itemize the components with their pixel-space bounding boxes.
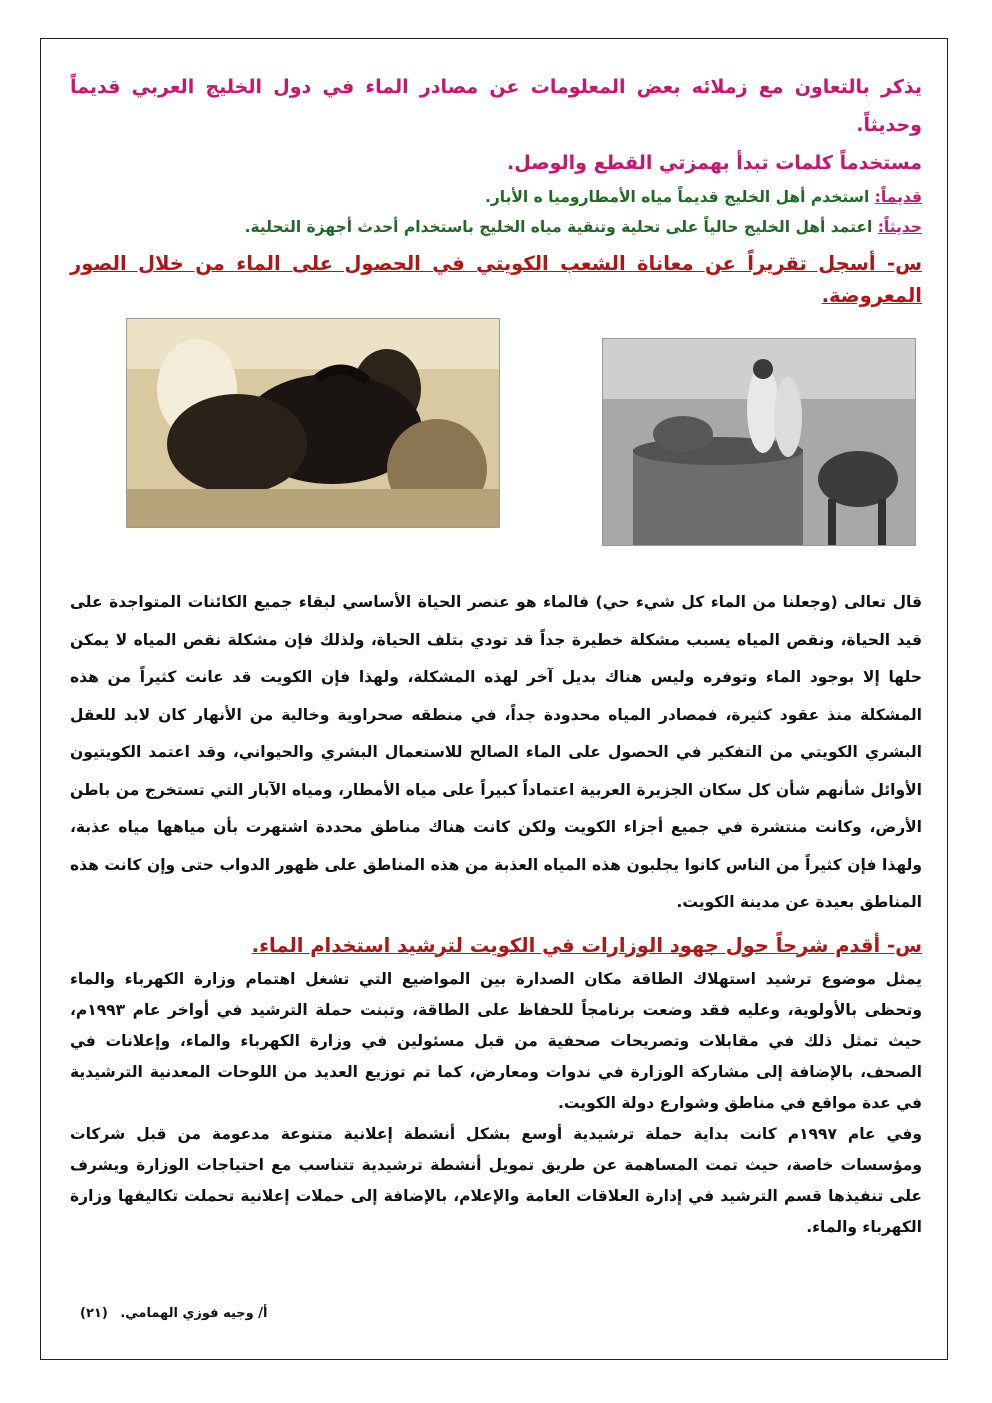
new-sources [70,212,922,242]
water-carriers-illustration [127,319,499,527]
rationing-paragraph-2: وفي عام ١٩٩٧م كانت بداية حملة ترشيدية أوسع بشكل أنشطة إعلانية متنوعة مدعومة من قبل شركات ومؤسسات خاصة، حيث تمت المساهمة عن طريق تمويل أنشطة ترشيدية تتناسب مع احتياجات الوزارة ويشرف على تنفيذها قسم الترشيد في إدارة العلاقات العامة والإعلام، بالإضافة إلى حملات إعلانية تحملت تكاليفها وزارة الكهرباء والماء. [70,1124,922,1236]
report-paragraph: قال تعالى (وجعلنا من الماء كل شيء حي) فالماء هو عنصر الحياة الأساسي لبقاء جميع الكائنات المتواجدة على قيد الحياة، ونقص المياه يسبب مشكلة خطيرة جداً قد تودي بتلف الحياة، ولذلك فإن مشكلة نقص المياه لا يمكن حلها إلا بوجود الماء وتوفره وليس هناك بديل آخر لهذه المشكلة، ولهذا فإن الكويت قد عانت كثيراً من هذه المشكلة منذ عقود كثيرة، فمصادر المياه محدودة جداً، في منطقه صحراوية وخالية من الأنهار كان لابد للعقل البشري الكويتي من التفكير في الحصول على الماء الصالح للاستعمال البشري والحيواني، وقد اعتمد الكويتيون الأوائل شأنهم شأن كل سكان الجزيرة العربية اعتماداً كبيراً على مياه الأمطار، ومياه الآبار التي تستخرج من باطن الأرض، وكانت منتشرة في جميع أجزاء الكويت ولكن كانت هناك مناطق محددة اشتهرت بأن مياهها مياه عذبة، ولهذا فإن كثيراً من الناس كانوا يجلبون هذه المياه العذبة من هذه المناطق على ظهور الدواب حتى وإن كانت هذه المناطق بعيدة عن مدينة الكويت. [70,593,922,911]
page-footer [72,1306,267,1321]
water-skins-photo [126,318,500,528]
new-label: حديثاً: [877,218,922,236]
new-text: اعتمد أهل الخليج حالياً على تحلية وتنقية مياه الخليج باستخدام أحدث أجهزة التحلية. [244,218,878,236]
rationing-paragraph-1: يمثل موضوع ترشيد استهلاك الطاقة مكان الصدارة بين المواضيع التي تشغل اهتمام وزارة الكهرباء والماء وتحظى بالأولوية، وعليه فقد وضعت برنامجاً للحفاظ على الطاقة، وتبنت حملة الترشيد في أواخر عام ١٩٩٣م، حيث تمثل ذلك في مقابلات وتصريحات صحفية من قبل مسئولين في وزارة الكهرباء والماء، وإعلانات في الصحف، بالإضافة إلى مشاركة الوزارة في ندوات ومعارض، كما تم توزيع العديد من اللوحات المعدنية الترشيدية في عدة مواقع في مناطق وشوارع دولة الكويت. [70,969,922,1112]
old-text: استخدم أهل الخليج قديماً مياه الأمطاروميا ه الأبار. [484,188,875,206]
photos-row [70,316,922,566]
intro-line-1: يذكر بالتعاون مع زملائه بعض المعلومات عن مصادر الماء في دول الخليج العربي قديماً وحديثاً. [70,76,922,136]
document-body [70,68,922,1243]
old-label: قديماً: [874,188,922,206]
old-sources [70,182,922,212]
intro-line-2: مستخدماً كلمات تبدأ بهمزتي القطع والوصل. [507,152,922,174]
well-photo [602,338,916,546]
page-number: (٢١) [80,1306,108,1321]
question-heading-1: س- أسجل تقريراً عن معاناة الشعب الكويتي في الحصول على الماء من خلال الصور المعروضة. [70,252,922,307]
well-scene-illustration [603,339,915,545]
question-heading-2: س- أقدم شرحاً حول جهود الوزارات في الكويت لترشيد استخدام الماء. [251,933,922,957]
author-name: أ/ وجيه فوزي الهمامي. [120,1306,268,1321]
